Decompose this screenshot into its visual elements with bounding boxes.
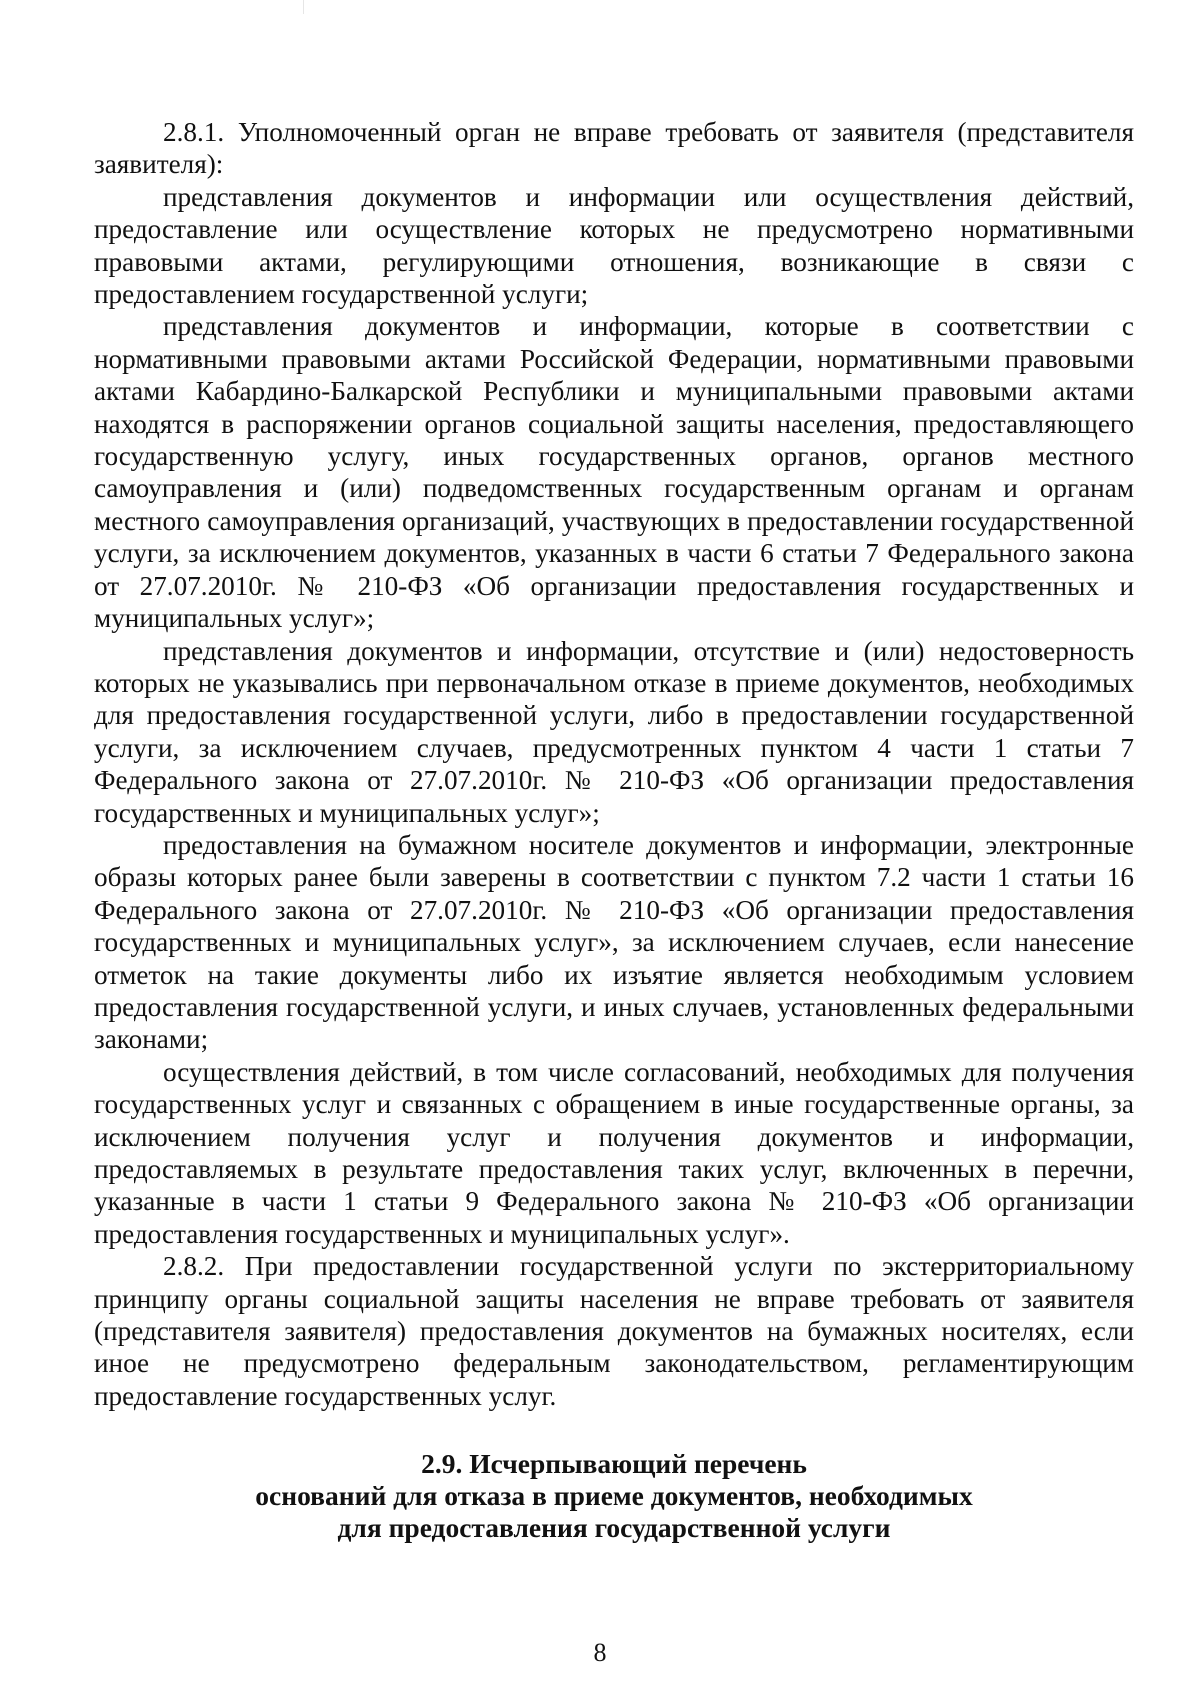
heading-line-3: для предоставления государственной услуги	[337, 1512, 891, 1544]
heading-line-1: 2.9. Исчерпывающий перечень	[421, 1448, 807, 1480]
paragraph-item-5: осуществления действий, в том числе согласований, необходимых для получения государственных услуг и связанных с обращением в иные государственные органы, за исключением получения услуг и получения документов и информации, предоставляемых в результате предоставления таких услуг, включенных в перечни, указанные в части 1 статьи 9 Федерального закона № 210-ФЗ «Об организации предоставления государственных и муниципальных услуг».	[94, 1056, 1134, 1249]
scan-artifact	[303, 0, 304, 14]
paragraph-2-8-1: 2.8.1. Уполномоченный орган не вправе требовать от заявителя (представителя заявителя):	[94, 117, 1134, 180]
paragraph-item-1: представления документов и информации или осуществления действий, предоставление или осуществление которых не предусмотрено нормативными правовыми актами, регулирующими отношения, возникающие в связи с предоставлением государственной услуги;	[94, 181, 1134, 310]
paragraph-item-4: предоставления на бумажном носителе документов и информации, электронные образы которых ранее были заверены в соответствии с пунктом 7.2 части 1 статьи 16 Федерального закона от 27.07.2010г. № 210-ФЗ «Об организации предоставления государственных и муниципальных услуг», за исключением случаев, если нанесение отметок на такие документы либо их изъятие является необходимым условием предоставления государственной услуги, и иных случаев, установленных федеральными законами;	[94, 829, 1134, 1055]
paragraph-2-8-2: 2.8.2. При предоставлении государственной услуги по экстерриториальному принципу органы социальной защиты населения не вправе требовать от заявителя (представителя заявителя) предоставления документов на бумажных носителях, если иное не предусмотрено федеральным законодательством, регламентирующим предоставление государственных услуг.	[94, 1251, 1134, 1411]
paragraph-item-3: представления документов и информации, отсутствие и (или) недостоверность которых не указывались при первоначальном отказе в приеме документов, необходимых для предоставления государственной услуги, либо в предоставлении государственной услуги, за исключением случаев, предусмотренных пунктом 4 части 1 статьи 7 Федерального закона от 27.07.2010г. № 210-ФЗ «Об организации предоставления государственных и муниципальных услуг»;	[94, 635, 1134, 828]
paragraph-item-2: представления документов и информации, которые в соответствии с нормативными правовыми актами Российской Федерации, нормативными правовыми актами Кабардино-Балкарской Республики и муниципальными правовыми актами находятся в распоряжении органов социальной защиты населения, предоставляющего государственную услугу, иных государственных органов, органов местного самоуправления и (или) подведомственных государственным органам и органам местного самоуправления организаций, участвующих в предоставлении государственной услуги, за исключением документов, указанных в части 6 статьи 7 Федерального закона от 27.07.2010г. № 210-ФЗ «Об организации предоставления государственных и муниципальных услуг»;	[94, 311, 1134, 634]
document-body	[94, 116, 1134, 1544]
heading-line-2: оснований для отказа в приеме документов, необходимых	[255, 1480, 973, 1512]
section-heading-2-9	[94, 1448, 1134, 1544]
page-number: 8	[593, 1638, 607, 1667]
